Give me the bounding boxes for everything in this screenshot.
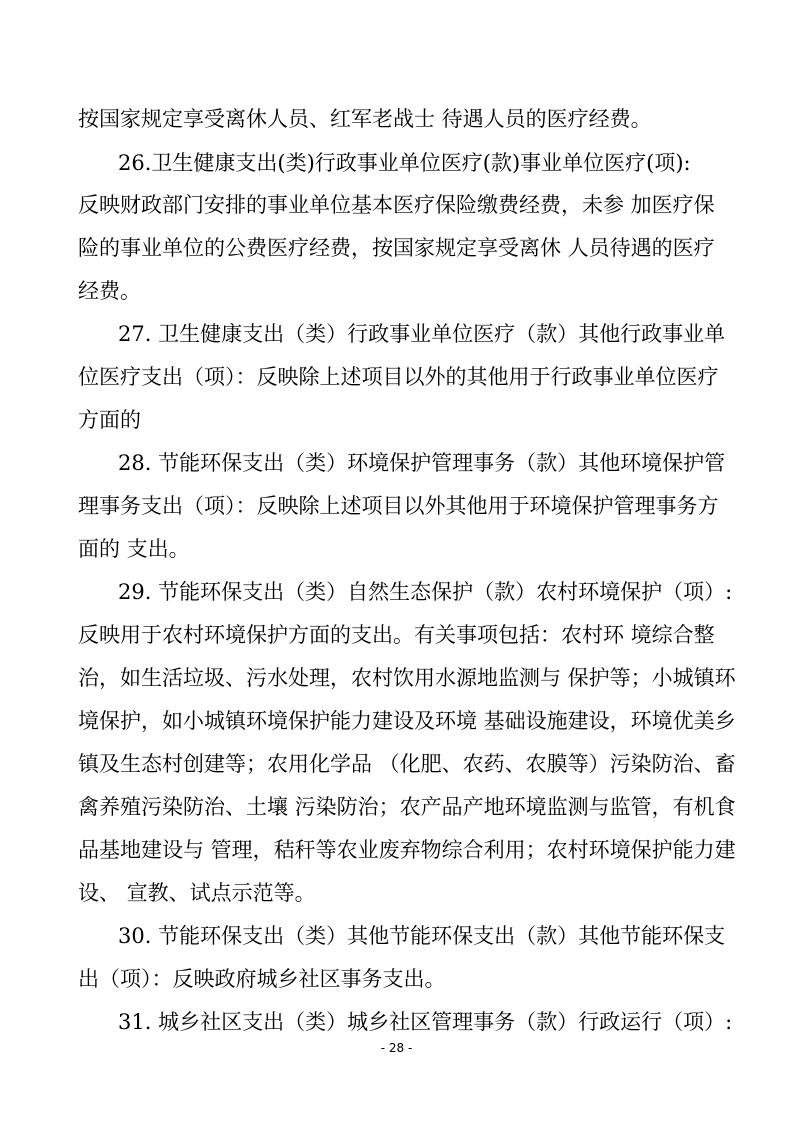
text-line: 位医疗支出（项）：反映除上述项目以外的其他用于行政事业单位医疗 bbox=[78, 365, 719, 389]
text-line: 禽养殖污染防治、土壤 污染防治；农产品产地环境监测与监管，有机食 bbox=[78, 795, 736, 819]
text-line: 设、 宣教、试点示范等。 bbox=[78, 881, 316, 905]
text-line: 29. 节能环保支出（类）自然生态保护（款）农村环境保护（项）: bbox=[118, 580, 733, 604]
text-line: 理事务支出（项）：反映除上述项目以外其他用于环境保护管理事务方 bbox=[78, 494, 719, 518]
text-line: 31. 城乡社区支出（类）城乡社区管理事务（款）行政运行（项）: bbox=[118, 1010, 733, 1034]
text-line: 按国家规定享受离休人员、红军老战士 待遇人员的医疗经费。 bbox=[78, 107, 652, 131]
text-line: 品基地建设与 管理，秸秆等农业废弃物综合利用；农村环境保护能力建 bbox=[78, 838, 736, 862]
text-line: 27. 卫生健康支出（类）行政事业单位医疗（款）其他行政事业单 bbox=[118, 322, 726, 346]
text-line: 反映用于农村环境保护方面的支出。有关事项包括：农村环 境综合整 bbox=[78, 623, 715, 647]
text-line: 26.卫生健康支出(类)行政事业单位医疗(款)事业单位医疗(项): bbox=[118, 151, 691, 175]
text-line: 出（项）：反映政府城乡社区事务支出。 bbox=[78, 967, 446, 991]
page-number: - 28 - bbox=[380, 1041, 413, 1055]
text-line: 镇及生态村创建等；农用化学品 （化肥、农药、农膜等）污染防治、畜 bbox=[78, 752, 736, 776]
text-line: 经费。 bbox=[78, 279, 141, 303]
text-line: 治，如生活垃圾、污水处理，农村饮用水源地监测与 保护等；小城镇环 bbox=[78, 666, 736, 690]
text-line: 面的 支出。 bbox=[78, 537, 190, 561]
text-line: 境保护，如小城镇环境保护能力建设及环境 基础设施建设，环境优美乡 bbox=[78, 709, 736, 733]
text-line: 反映财政部门安排的事业单位基本医疗保险缴费经费，未参 加医疗保 bbox=[78, 193, 715, 217]
text-line: 28. 节能环保支出（类）环境保护管理事务（款）其他环境保护管 bbox=[118, 451, 726, 475]
text-line: 方面的 bbox=[78, 408, 141, 432]
text-line: 30. 节能环保支出（类）其他节能环保支出（款）其他节能环保支 bbox=[118, 924, 726, 948]
text-line: 险的事业单位的公费医疗经费，按国家规定享受离休 人员待遇的医疗 bbox=[78, 236, 715, 260]
